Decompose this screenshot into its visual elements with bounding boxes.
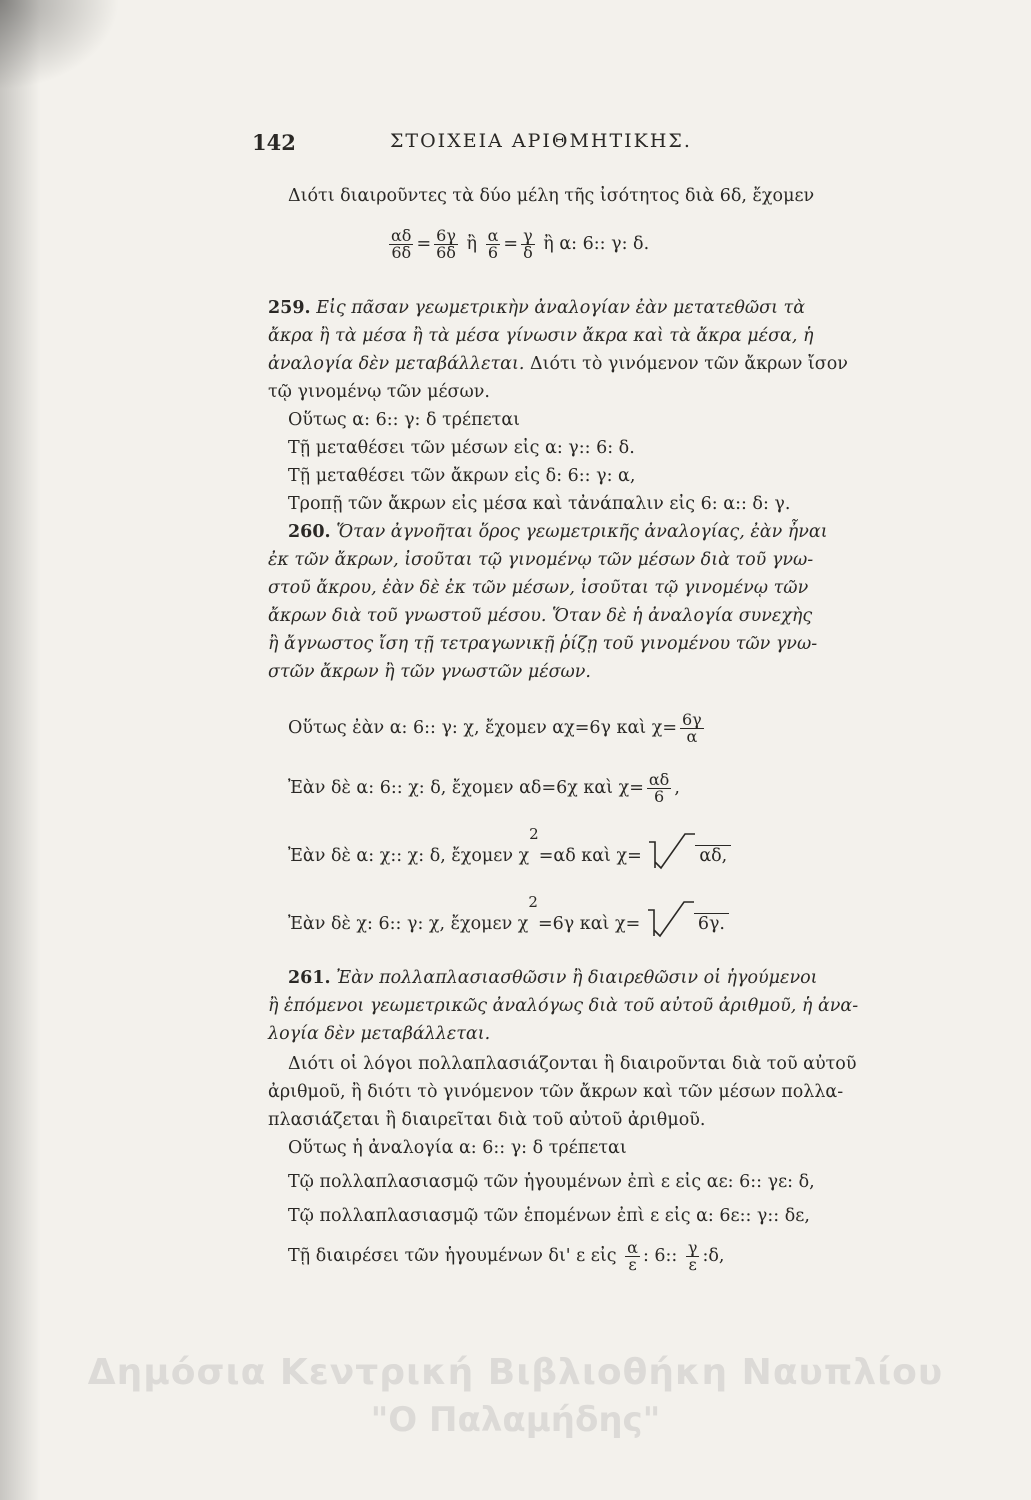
fraction-denominator: α — [686, 727, 698, 746]
page-corner-shadow — [0, 0, 120, 90]
fraction-numerator: α — [487, 226, 499, 245]
section-259-line: τῷ γινομένῳ τῶν μέσων. — [268, 382, 490, 402]
equals-sign: = — [503, 234, 519, 254]
fraction — [389, 228, 413, 261]
library-watermark: "Ο Παλαμήδης" — [370, 1400, 661, 1440]
fraction-numerator: αδ — [648, 770, 670, 789]
fraction — [680, 712, 704, 745]
fraction-denominator: 6δ — [436, 243, 456, 262]
section-261-line: λογία δὲν μεταβάλλεται. — [268, 1024, 491, 1044]
equation-proportion — [386, 228, 649, 261]
section-259-line — [268, 354, 848, 374]
fraction-numerator: 6γ — [434, 228, 458, 245]
radicand: 6γ. — [694, 913, 729, 934]
fraction — [486, 228, 501, 261]
section-259-line: Οὕτως α: 6:: γ: δ τρέπεται — [288, 410, 521, 430]
section-259-line: ἄκρα ἢ τὰ μέσα ἢ τὰ μέσα γίνωσιν ἄκρα καὶ τὰ ἄκρα μέσα, ἡ — [268, 326, 814, 346]
example-equation — [288, 893, 729, 934]
example-equation — [288, 712, 707, 745]
section-259-line — [268, 298, 805, 318]
example-text: Οὕτως ἐὰν α: 6:: γ: χ, ἔχομεν αχ=6γ καὶ χ= — [288, 718, 677, 738]
section-260-line: στοῦ ἄκρου, ἐὰν δὲ ἐκ τῶν μέσων, ἰσοῦται τῷ γινομένῳ τῶν — [268, 578, 809, 598]
running-title: ΣΤΟΙΧΕΙΑ ΑΡΙΘΜΗΤΙΚΗΣ. — [390, 130, 692, 152]
section-number: 259. — [268, 298, 311, 318]
or-word: ἢ — [466, 234, 477, 254]
section-261-line — [288, 968, 817, 988]
section-259-line: Τῇ μεταθέσει τῶν μέσων εἰς α: γ:: 6: δ. — [288, 438, 635, 458]
fraction — [686, 1240, 700, 1273]
fraction-numerator: 6γ — [681, 710, 702, 729]
example-text: Ἐὰν δὲ χ: 6:: γ: χ, ἔχομεν χ — [288, 914, 529, 934]
exponent: 2 — [529, 825, 539, 843]
section-text: ἀναλογία δὲν μεταβάλλεται. — [268, 354, 525, 374]
exponent: 2 — [528, 893, 538, 911]
section-261-line: πλασιάζεται ἢ διαιρεῖται διὰ τοῦ αὐτοῦ ἀριθμοῦ. — [268, 1110, 706, 1130]
fraction-denominator: 6δ — [391, 243, 412, 262]
intro-line: Διότι διαιροῦντες τὰ δύο μέλη τῆς ἰσότητος διὰ 6δ, ἔχομεν — [288, 186, 815, 206]
page-number: 142 — [252, 130, 296, 155]
fraction-denominator: 6 — [654, 787, 665, 806]
section-261-line: Οὕτως ἡ ἀναλογία α: 6:: γ: δ τρέπεται — [288, 1138, 627, 1158]
fraction-numerator: γ — [687, 1238, 698, 1257]
fraction-denominator: 6 — [487, 243, 499, 262]
section-259-line: Τῇ μεταθέσει τῶν ἄκρων εἰς δ: 6:: γ: α, — [288, 466, 636, 486]
fraction — [647, 772, 671, 805]
example-text: =αδ καὶ χ= — [538, 846, 642, 866]
radical-sign-icon — [646, 900, 694, 940]
fraction-denominator: δ — [523, 243, 533, 262]
example-equation — [288, 825, 731, 866]
page-edge-shadow — [0, 0, 40, 1500]
fraction — [625, 1240, 640, 1273]
equation-tail: α: 6:: γ: δ. — [559, 234, 650, 254]
section-text: : 6:: — [642, 1246, 678, 1266]
section-260-line: ἄκρων διὰ τοῦ γνωστοῦ μέσου. Ὅταν δὲ ἡ ἀναλογία συνεχὴς — [268, 606, 813, 626]
radical-sign-icon — [647, 832, 695, 872]
section-261-line: Τῷ πολλαπλασιασμῷ τῶν ἡγουμένων ἐπὶ ε εἰς αε: 6:: γε: δ, — [288, 1172, 815, 1192]
section-260-line: ἐκ τῶν ἄκρων, ἰσοῦται τῷ γινομένῳ τῶν μέσων διὰ τοῦ γνω- — [268, 550, 814, 570]
section-text: Διότι τὸ γινόμενον τῶν ἄκρων ἴσον — [530, 354, 848, 374]
section-text: :δ, — [702, 1246, 725, 1266]
example-equation — [288, 772, 680, 805]
equals-sign: = — [416, 234, 432, 254]
fraction-numerator: α — [627, 1238, 638, 1257]
section-261-line: Τῷ πολλαπλασιασμῷ τῶν ἑπομένων ἐπὶ ε εἰς α: 6ε:: γ:: δε, — [288, 1206, 810, 1226]
or-word: ἢ — [543, 234, 554, 254]
punctuation: , — [674, 778, 680, 798]
section-260-line: ἢ ἄγνωστος ἴση τῇ τετραγωνικῇ ῥίζῃ τοῦ γινομένου τῶν γνω- — [268, 634, 818, 654]
section-text: Ὅταν ἀγνοῆται ὅρος γεωμετρικῆς ἀναλογίας, ἐὰν ἦναι — [336, 522, 828, 542]
section-260-line — [288, 522, 828, 542]
square-root — [647, 846, 731, 866]
fraction-numerator: γ — [521, 228, 535, 245]
section-number: 260. — [288, 522, 331, 542]
fraction — [521, 228, 535, 261]
section-text: Ἐὰν πολλαπλασιασθῶσιν ἢ διαιρεθῶσιν οἱ ἡγούμενοι — [336, 968, 818, 988]
section-261-line — [288, 1240, 724, 1273]
section-number: 261. — [288, 968, 331, 988]
fraction-denominator: ε — [688, 1255, 697, 1274]
section-text: Τῇ διαιρέσει τῶν ἡγουμένων δι' ε εἰς — [288, 1246, 617, 1266]
radicand: αδ, — [695, 845, 731, 866]
library-watermark: Δημόσια Κεντρική Βιβλιοθήκη Ναυπλίου — [87, 1352, 944, 1393]
section-261-line: Διότι οἱ λόγοι πολλαπλασιάζονται ἢ διαιροῦνται διὰ τοῦ αὐτοῦ — [288, 1054, 857, 1074]
section-261-line: ἢ ἑπόμενοι γεωμετρικῶς ἀναλόγως διὰ τοῦ αὐτοῦ ἀριθμοῦ, ἡ ἀνα- — [268, 996, 859, 1016]
fraction — [434, 228, 458, 261]
example-text: Ἐὰν δὲ α: 6:: χ: δ, ἔχομεν αδ=6χ καὶ χ= — [288, 778, 644, 798]
page-header — [0, 130, 1031, 160]
section-259-line: Τροπῇ τῶν ἄκρων εἰς μέσα καὶ τἀνάπαλιν εἰς 6: α:: δ: γ. — [288, 494, 791, 514]
fraction-denominator: ε — [628, 1255, 637, 1274]
square-root — [646, 914, 729, 934]
fraction-numerator: αδ — [391, 226, 412, 245]
example-text: =6γ καὶ χ= — [537, 914, 641, 934]
section-260-line: στῶν ἄκρων ἢ τῶν γνωστῶν μέσων. — [268, 662, 591, 682]
section-text: Εἰς πᾶσαν γεωμετρικὴν ἀναλογίαν ἐὰν μετατεθῶσι τὰ — [316, 298, 806, 318]
section-261-line: ἀριθμοῦ, ἢ διότι τὸ γινόμενον τῶν ἄκρων καὶ τῶν μέσων πολλα- — [268, 1082, 844, 1102]
example-text: Ἐὰν δὲ α: χ:: χ: δ, ἔχομεν χ — [288, 846, 530, 866]
